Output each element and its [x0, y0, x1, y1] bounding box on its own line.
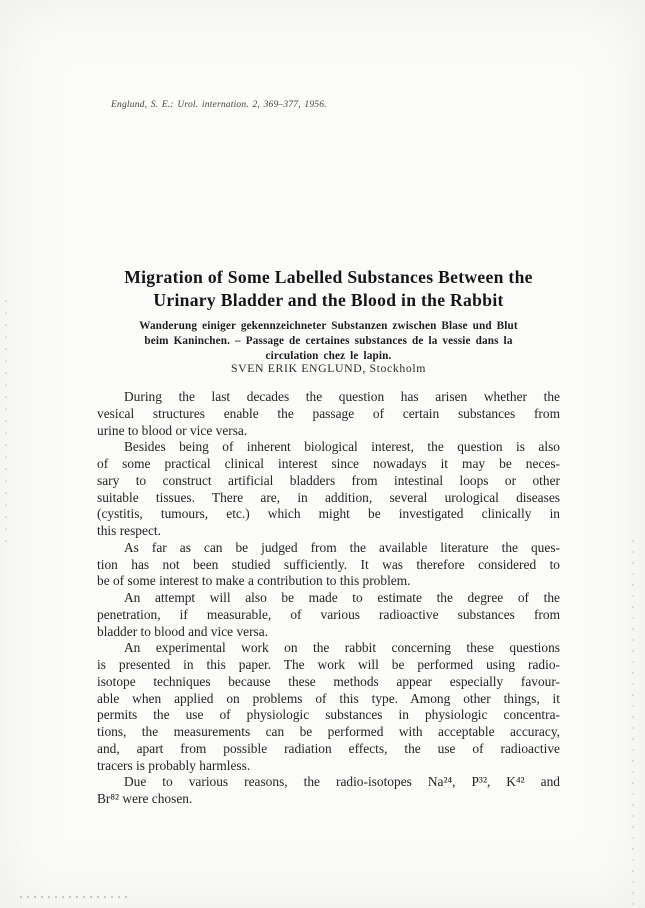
text-line: As far as can be judged from the available literature the ques- [124, 539, 560, 555]
text-line: (cystitis, tumours, etc.) which might be investigated clinically in [97, 506, 560, 522]
text-line: urine to blood or vice versa. [97, 422, 248, 438]
paragraph [97, 439, 560, 540]
text-line: tion has not been studied sufficiently. It was therefore considered to [97, 556, 560, 572]
subtitle-line: beim Kaninchen. – Passage de certaines substances de la vessie dans la [144, 335, 513, 347]
title-line: Migration of Some Labelled Substances Between the [124, 267, 533, 287]
paragraph [97, 389, 560, 439]
text-line: be of some interest to make a contribution to this problem. [97, 573, 411, 589]
paragraph [97, 640, 560, 774]
text-line: tions, the measurements can be performed with acceptable accuracy, [97, 724, 560, 739]
scan-artifact-left-dots [5, 300, 7, 545]
text-line: An attempt will also be made to estimate the degree of the [124, 590, 560, 605]
paragraph [97, 774, 560, 808]
text-line: is presented in this paper. The work will be performed using radio- [97, 657, 560, 672]
subtitle-line: Wanderung einiger gekennzeichneter Substanzen zwischen Blase und Blut [139, 320, 518, 332]
title-line: Urinary Bladder and the Blood in the Rabbit [153, 290, 504, 310]
scan-artifact-bottom-dots [20, 896, 128, 898]
text-line: tracers is probably harmless. [97, 757, 251, 773]
text-line: Due to various reasons, the radio-isotopes Na²⁴, P³², K⁴² and [124, 774, 560, 790]
paragraph [97, 590, 560, 640]
text-line: penetration, if measurable, of various radioactive substances from [97, 606, 560, 622]
subtitle-line: circulation chez le lapin. [265, 350, 392, 362]
paragraph [97, 540, 560, 590]
article-body [97, 389, 560, 808]
text-line: sary to construct artificial bladders from intestinal loops or other [97, 472, 560, 488]
scan-artifact-right-dots [632, 540, 634, 908]
text-line: During the last decades the question has arisen whether the [124, 389, 560, 404]
author-line: SVEN ERIK ENGLUND, Stockholm [230, 361, 427, 375]
article-title [97, 266, 560, 312]
text-line: Br⁸² were chosen. [97, 791, 193, 806]
text-line: able when applied on problems of this type. Among other things, it [97, 690, 560, 706]
article-subtitle [97, 319, 560, 364]
text-line: vesical structures enable the passage of certain substances from [97, 405, 560, 421]
text-line: Besides being of inherent biological interest, the question is also [124, 439, 560, 455]
text-line: isotope techniques because these methods appear especially favour- [97, 673, 560, 689]
text-line: of some practical clinical interest since nowadays it may be neces- [97, 456, 560, 471]
text-line: and, apart from possible radiation effects, the use of radioactive [97, 740, 560, 756]
text-line: suitable tissues. There are, in addition, several urological diseases [97, 489, 560, 505]
journal-citation: Englund, S. E.: Urol. internation. 2, 369–377, 1956. [111, 100, 327, 110]
text-line: this respect. [97, 523, 161, 538]
text-line: bladder to blood and vice versa. [97, 623, 269, 639]
text-line: permits the use of physiologic substances in physiologic concentra- [97, 707, 560, 723]
text-line: An experimental work on the rabbit concerning these questions [124, 640, 560, 656]
